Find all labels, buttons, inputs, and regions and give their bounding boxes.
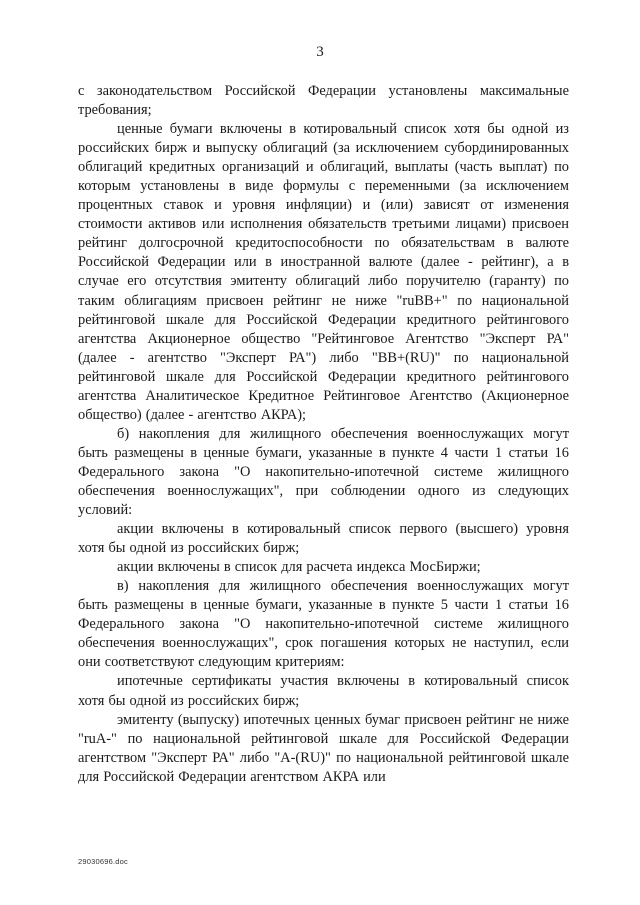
paragraph-continuation: с законодательством Российской Федерации установлены максимальные требования; <box>78 83 569 119</box>
paragraph-shares-index: акции включены в список для расчета индекса МосБиржи; <box>117 559 481 576</box>
paragraph-item-v: в) накопления для жилищного обеспечения военнослужащих могут быть размещены в ценные бумаги, указанные в пункте 5 части 1 статьи 16 Федерального закона "О накопительно-ипотечной системе жилищного обеспечения военнослужащих", срок погашения которых не наступил, если они соответствуют следующим критериям: <box>78 578 569 671</box>
paragraph-mortgage-certificates: ипотечные сертификаты участия включены в котировальный список хотя бы одной из российских бирж; <box>78 673 569 709</box>
paragraph-shares-quotation: акции включены в котировальный список первого (высшего) уровня хотя бы одной из российских бирж; <box>78 521 569 557</box>
paragraph-issuer-rating: эмитенту (выпуску) ипотечных ценных бумаг присвоен рейтинг не ниже "ruA-" по национальной рейтинговой шкале для Российской Федерации агентством "Эксперт РА" либо "A-(RU)" по национальной рейтинговой шкале для Российской Федерации агентством АКРА или <box>78 711 569 785</box>
paragraph-item-b: б) накопления для жилищного обеспечения военнослужащих могут быть размещены в ценные бумаги, указанные в пункте 4 части 1 статьи 16 Федерального закона "О накопительно-ипотечной системе жилищного обеспечения военнослужащих", при соблюдении одного из следующих условий: <box>78 425 569 519</box>
page-number: 3 <box>316 44 324 60</box>
footer-filename: 29030696.doc <box>78 857 128 866</box>
document-body <box>78 82 569 787</box>
paragraph-securities-listing: ценные бумаги включены в котировальный список хотя бы одной из российских бирж и выпуску облигаций (за исключением субординированных облигаций кредитных организаций и облигаций, выплаты (часть выплат) по которым установлены в виде формулы с переменными (за исключением процентных ставок и уровня инфляции) и (или) зависят от изменения стоимости активов или исполнения обязательств третьими лицами) присвоен рейтинг долгосрочной кредитоспособности по обязательствам в валюте Российской Федерации или в иностранной валюте (далее - рейтинг), а в случае его отсутствия эмитенту облигаций либо поручителю (гаранту) по таким облигациям присвоен рейтинг не ниже "ruBB+" по национальной рейтинговой шкале для Российской Федерации кредитного рейтингового агентства Акционерное общество "Рейтинговое Агентство "Эксперт РА" (далее - агентство "Эксперт РА") либо "BB+(RU)" по национальной рейтинговой шкале для Российской Федерации кредитного рейтингового агентства Аналитическое Кредитное Рейтинговое Агентство (Акционерное общество) (далее - агентство АКРА); <box>78 121 569 423</box>
